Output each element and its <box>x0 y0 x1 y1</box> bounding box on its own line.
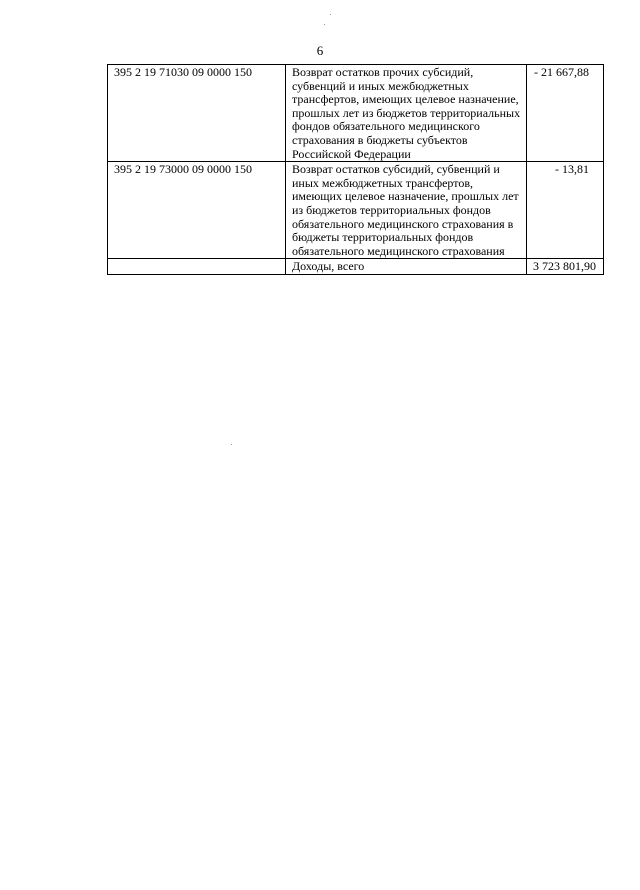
total-label-cell: Доходы, всего <box>286 259 527 275</box>
scan-speck <box>330 14 331 15</box>
total-code-cell <box>108 259 286 275</box>
amount-cell: - 21 667,88 <box>527 65 604 162</box>
budget-code-cell: 395 2 19 71030 09 0000 150 <box>108 65 286 162</box>
revenue-name-cell: Возврат остатков субсидий, субвенций и иных межбюджетных трансфертов, имеющих целевое назначение, прошлых лет из бюджетов территориальных фондов обязательного медицинского страхования в бюджеты территориальных фондов обязательного медицинского страхования <box>286 162 527 259</box>
revenue-table <box>107 64 604 275</box>
scan-speck <box>324 24 325 25</box>
total-amount-cell: 3 723 801,90 <box>527 259 604 275</box>
total-row <box>108 259 604 275</box>
budget-code-cell: 395 2 19 73000 09 0000 150 <box>108 162 286 259</box>
revenue-name-cell: Возврат остатков прочих субсидий, субвенций и иных межбюджетных трансфертов, имеющих целевое назначение, прошлых лет из бюджетов территориальных фондов обязательного медицинского страхования в бюджеты субъектов Российской Федерации <box>286 65 527 162</box>
table-row <box>108 65 604 162</box>
scan-speck <box>231 444 232 445</box>
table-row <box>108 162 604 259</box>
amount-cell: - 13,81 <box>527 162 604 259</box>
page-number: 6 <box>316 43 324 58</box>
